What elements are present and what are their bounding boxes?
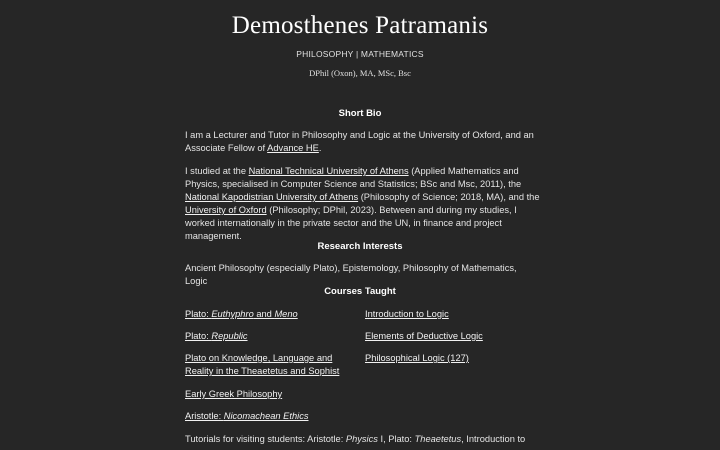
course-work-title: Meno — [274, 309, 298, 319]
tutorials-work: Theaetetus — [414, 434, 462, 444]
tutorials-work: Physics — [345, 434, 378, 444]
bio-p2-c: (Philosophy of Science; 2018, MA), and the — [358, 192, 540, 202]
bio-paragraph-2 — [185, 165, 540, 243]
course-link-euthyphro-meno[interactable] — [185, 308, 360, 321]
course-work-title: Nicomachean Ethics — [223, 411, 309, 421]
oxford-link[interactable]: University of Oxford — [185, 205, 267, 215]
tutorials-text — [185, 433, 545, 446]
course-prefix: Aristotle: — [185, 411, 224, 421]
tutorials-part: I, Plato: — [377, 434, 415, 444]
short-bio-heading: Short Bio — [338, 108, 382, 119]
course-link-republic[interactable] — [185, 330, 360, 343]
degrees-line: DPhil (Oxon), MA, MSc, Bsc — [309, 68, 411, 78]
course-link-intro-logic[interactable]: Introduction to Logic — [365, 309, 449, 319]
bio-p1-text: I am a Lecturer and Tutor in Philosophy and Logic at the University of Oxford, and an Associate Fellow of — [185, 130, 534, 153]
course-link-philosophical-logic[interactable]: Philosophical Logic (127) — [365, 353, 469, 363]
bio-p2-b: (Applied Mathematics and Physics, specialised in Computer Science and Statistics; BSc and Msc, 2011), the — [185, 166, 522, 189]
course-link-nicomachean[interactable] — [185, 410, 360, 423]
bio-p1-end: . — [318, 143, 322, 153]
course-conjunction: and — [253, 309, 275, 319]
tutorials-part: , Introduction to — [461, 434, 526, 444]
nkua-link[interactable]: National Kapodistrian University of Athens — [185, 192, 359, 202]
course-link-deductive-logic[interactable]: Elements of Deductive Logic — [365, 331, 483, 341]
tutorials-part: Tutorials for visiting students: Aristotle: — [185, 434, 346, 444]
course-prefix: Plato: — [185, 331, 212, 341]
courses-taught-heading: Courses Taught — [324, 286, 396, 297]
bio-p2-a: I studied at the — [185, 166, 249, 176]
course-link-theaetetus-sophist[interactable]: Plato on Knowledge, Language and Reality in the Theaetetus and Sophist — [185, 353, 340, 376]
research-interests-text: Ancient Philosophy (especially Plato), Epistemology, Philosophy of Mathematics, Logic — [185, 263, 517, 286]
course-work-title: Euthyphro — [211, 309, 254, 319]
page-title: Demosthenes Patramanis — [231, 12, 489, 39]
course-work-title: Republic — [211, 331, 248, 341]
research-interests-heading: Research Interests — [317, 241, 403, 252]
ntua-link[interactable]: National Technical University of Athens — [248, 166, 409, 176]
bio-paragraph-1 — [185, 129, 540, 155]
subjects-line: PHILOSOPHY | MATHEMATICS — [296, 49, 424, 59]
bio-p2-d: (Philosophy; DPhil, 2023). Between and during my studies, I worked internationally in the private sector and the UN, in finance and project management. — [185, 205, 517, 241]
course-link-early-greek[interactable]: Early Greek Philosophy — [185, 389, 283, 399]
advance-he-link[interactable]: Advance HE — [267, 143, 319, 153]
course-prefix: Plato: — [185, 309, 212, 319]
